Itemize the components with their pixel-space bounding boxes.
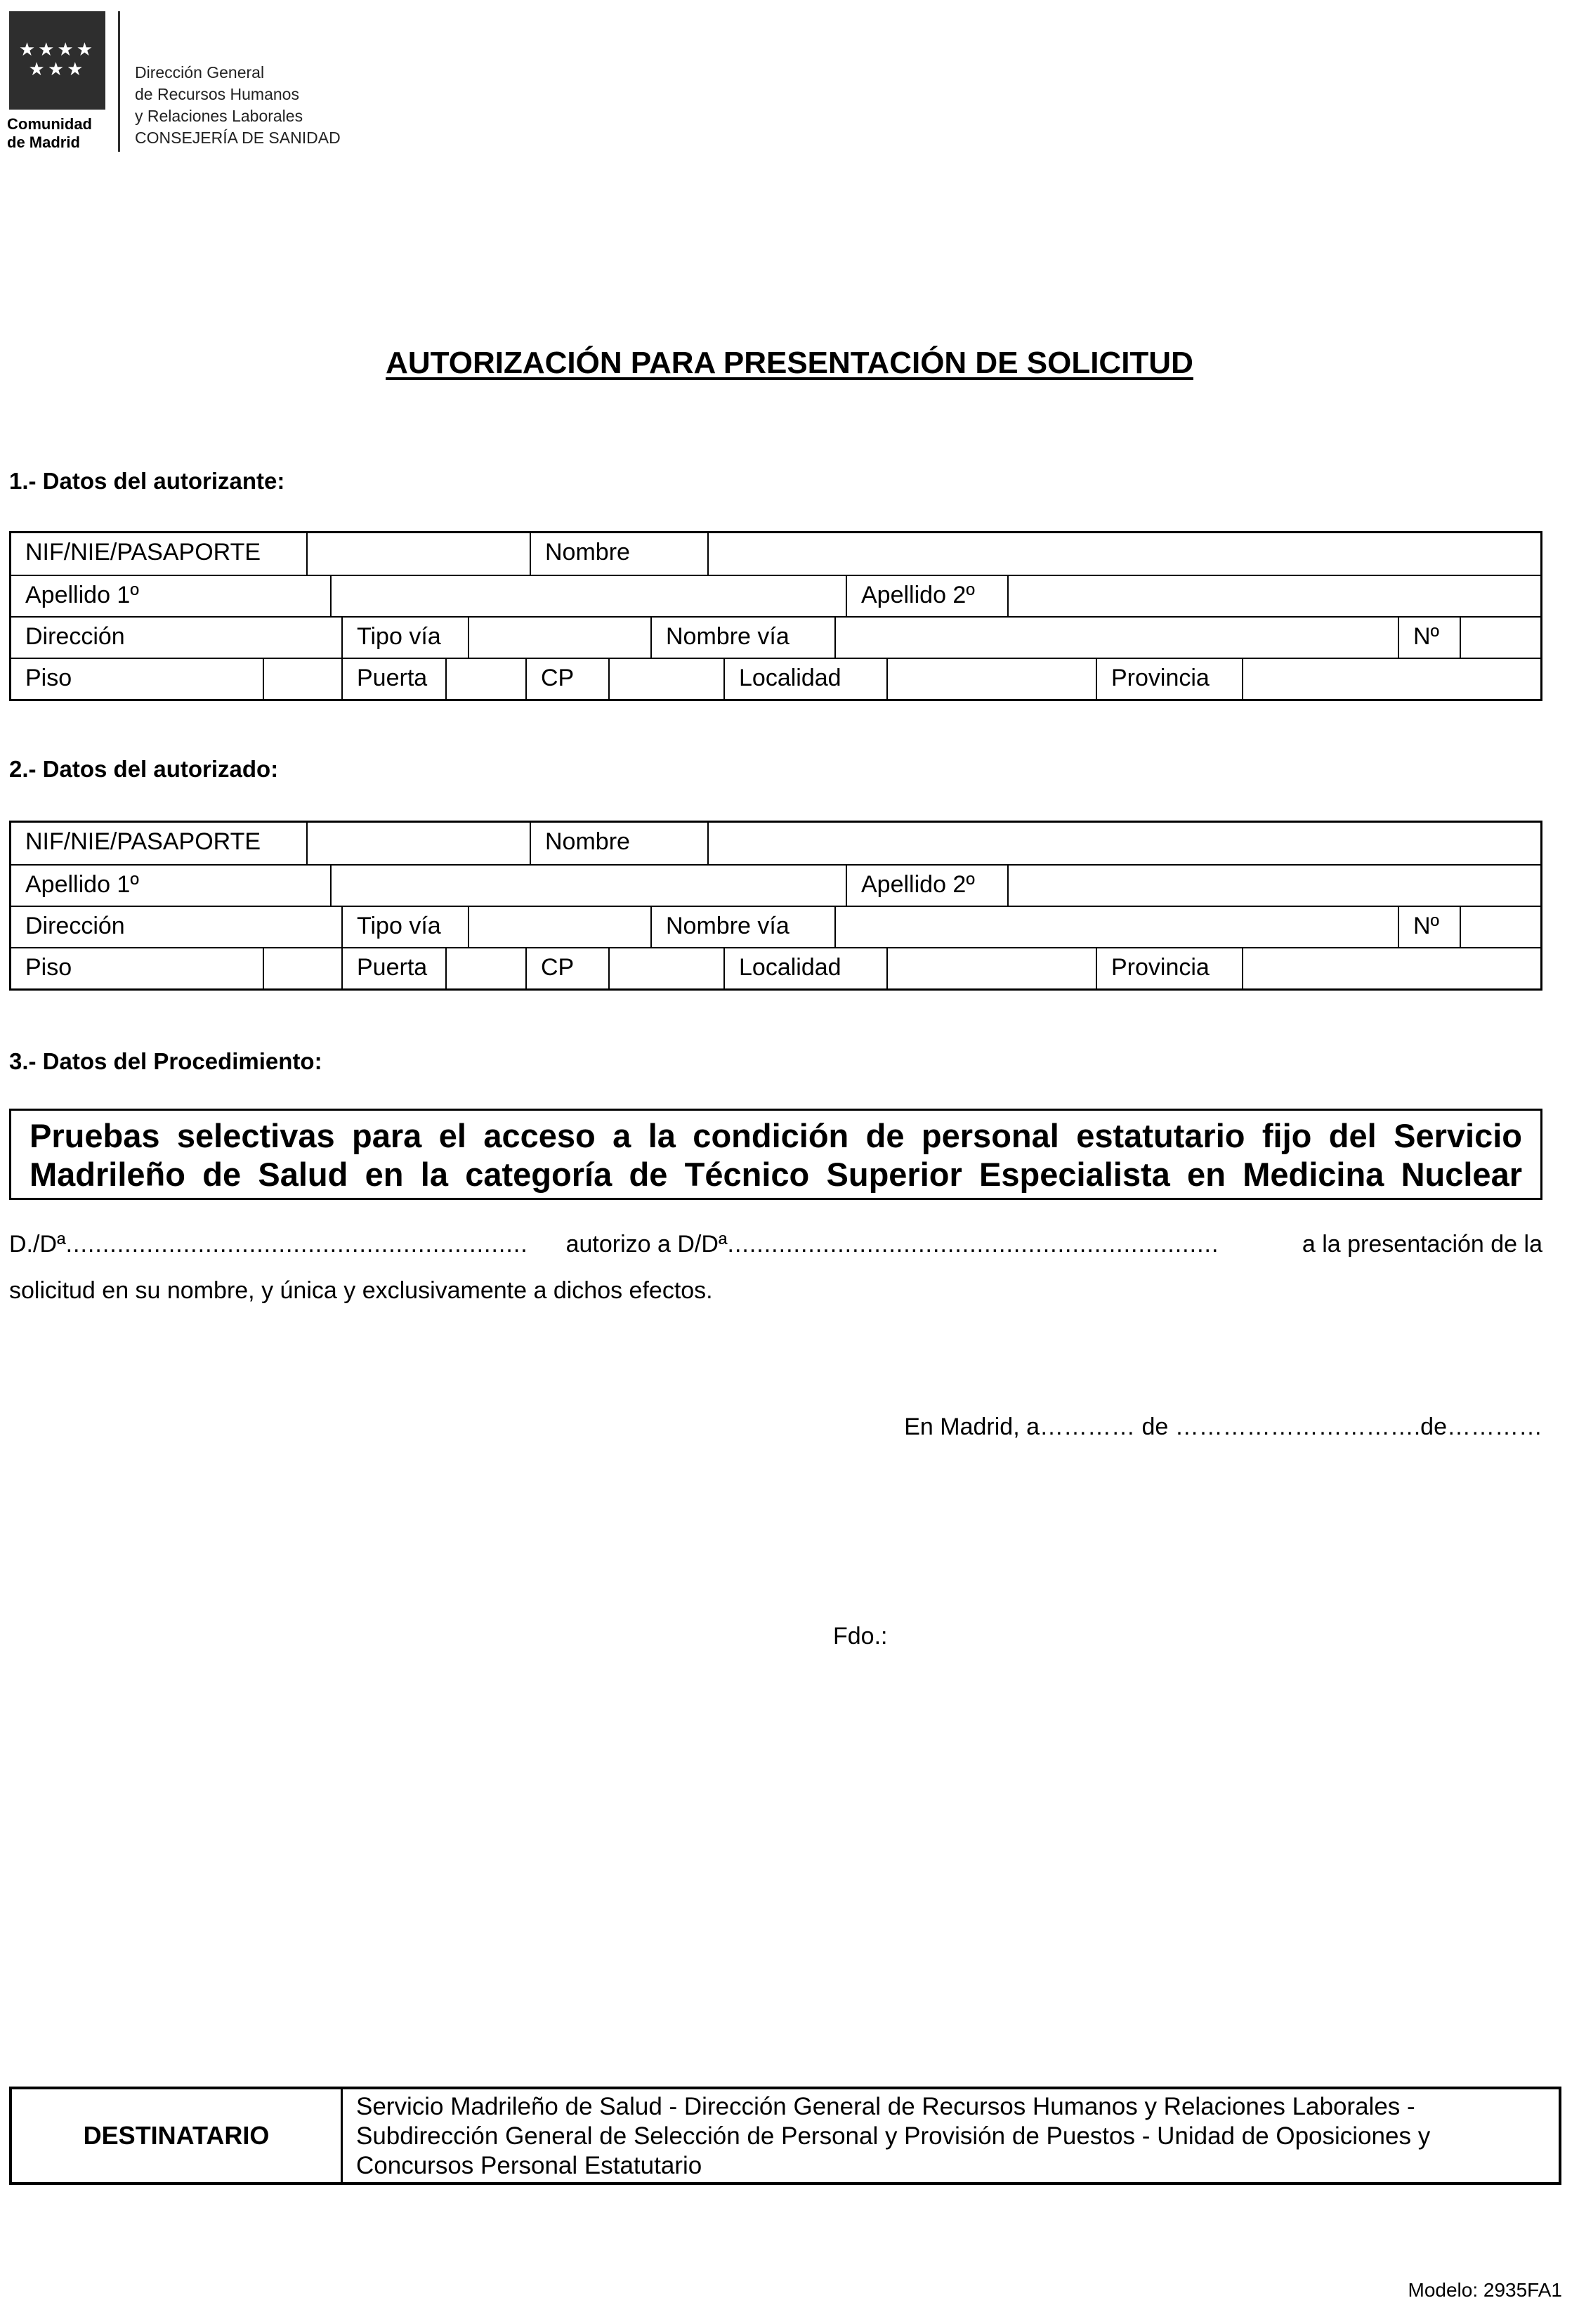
apellido1-label: Apellido 1º — [25, 582, 139, 608]
org-line-2: de Recursos Humanos — [135, 85, 299, 103]
org-line-1: Dirección General — [135, 63, 265, 81]
puerta-label: Puerta — [341, 948, 445, 988]
puerta-input[interactable] — [445, 948, 525, 988]
provincia-label: Provincia — [1096, 948, 1242, 988]
table-row — [11, 658, 1540, 699]
provincia-label: Provincia — [1096, 659, 1242, 699]
logo-divider — [118, 11, 120, 152]
place-date-field[interactable]: En Madrid, a………… de ………………………….de………… — [904, 1414, 1542, 1440]
table-row — [11, 906, 1540, 947]
apellido2-label: Apellido 2º — [846, 576, 1007, 616]
nif-input[interactable] — [306, 823, 530, 864]
nombre-input[interactable] — [707, 533, 1540, 575]
numero-input[interactable] — [1460, 907, 1540, 947]
authorizer-data-table — [9, 531, 1542, 701]
cp-input[interactable] — [608, 948, 723, 988]
piso-input[interactable] — [263, 659, 341, 699]
localidad-input[interactable] — [886, 659, 1096, 699]
section-1-heading: 1.- Datos del autorizante: — [9, 468, 285, 494]
logo-line-2: de Madrid — [7, 133, 80, 151]
document-title: AUTORIZACIÓN PARA PRESENTACIÓN DE SOLICITUD — [386, 346, 1193, 380]
nombre-via-input[interactable] — [834, 618, 1398, 658]
logo-caption — [7, 115, 92, 152]
section-2-heading: 2.- Datos del autorizado: — [9, 756, 279, 782]
recipient-text: Servicio Madrileño de Salud - Dirección General de Recursos Humanos y Relaciones Laborales - Subdirección General de Selección de Personal y Provisión de Puestos - Unidad de Oposiciones y Concursos Personal Estatutario — [356, 2093, 1431, 2179]
table-row — [11, 864, 1540, 906]
nif-label: NIF/NIE/PASAPORTE — [25, 539, 261, 566]
table-row — [11, 616, 1540, 658]
numero-input[interactable] — [1460, 618, 1540, 658]
numero-label: Nº — [1398, 907, 1460, 947]
org-line-4: CONSEJERÍA DE SANIDAD — [135, 129, 341, 147]
numero-label: Nº — [1398, 618, 1460, 658]
localidad-label: Localidad — [723, 948, 886, 988]
table-row — [11, 575, 1540, 616]
apellido1-input[interactable] — [330, 576, 846, 616]
provincia-input[interactable] — [1242, 659, 1540, 699]
localidad-label: Localidad — [723, 659, 886, 699]
apellido1-input[interactable] — [330, 866, 846, 906]
recipient-label: DESTINATARIO — [12, 2089, 343, 2182]
authorized-name-field[interactable]: ................................................................... — [727, 1231, 1219, 1258]
autorizo-label: autorizo a D/Dª — [565, 1231, 728, 1258]
apellido2-input[interactable] — [1007, 576, 1540, 616]
piso-input[interactable] — [263, 948, 341, 988]
localidad-input[interactable] — [886, 948, 1096, 988]
comunidad-madrid-logo — [9, 11, 105, 110]
piso-label: Piso — [25, 954, 72, 981]
d-label: D./Dª — [9, 1231, 66, 1258]
puerta-input[interactable] — [445, 659, 525, 699]
tipo-via-input[interactable] — [468, 618, 650, 658]
direccion-label: Dirección — [25, 623, 125, 650]
nif-input[interactable] — [306, 533, 530, 575]
authorization-tail: a la presentación de la — [1302, 1231, 1542, 1258]
cp-label: CP — [525, 659, 608, 699]
apellido2-input[interactable] — [1007, 866, 1540, 906]
authorization-line — [9, 1231, 1542, 1258]
authorized-data-table — [9, 821, 1542, 991]
procedure-line-1: Pruebas selectivas para el acceso a la condición de personal estatutario fijo del Servicio — [30, 1117, 1522, 1154]
nombre-label: Nombre — [530, 823, 707, 864]
authorizer-name-field[interactable]: ............................................................... — [65, 1231, 528, 1258]
table-row — [11, 823, 1540, 864]
provincia-input[interactable] — [1242, 948, 1540, 988]
recipient-box — [9, 2087, 1561, 2185]
apellido1-label: Apellido 1º — [25, 871, 139, 898]
table-row — [11, 947, 1540, 988]
tipo-via-label: Tipo vía — [341, 907, 468, 947]
nif-label: NIF/NIE/PASAPORTE — [25, 828, 261, 855]
stars-icon: ★★★★ ★★★ — [18, 39, 96, 79]
model-code: Modelo: 2935FA1 — [1408, 2279, 1562, 2301]
nombre-via-label: Nombre vía — [650, 618, 834, 658]
org-line-3: y Relaciones Laborales — [135, 107, 303, 125]
signature-label: Fdo.: — [833, 1623, 888, 1650]
cp-input[interactable] — [608, 659, 723, 699]
piso-label: Piso — [25, 665, 72, 691]
logo-line-1: Comunidad — [7, 115, 92, 133]
table-row — [11, 533, 1540, 575]
authorization-line-2: solicitud en su nombre, y única y exclusivamente a dichos efectos. — [9, 1277, 713, 1304]
tipo-via-input[interactable] — [468, 907, 650, 947]
direccion-label: Dirección — [25, 913, 125, 939]
apellido2-label: Apellido 2º — [846, 866, 1007, 906]
nombre-via-input[interactable] — [834, 907, 1398, 947]
nombre-via-label: Nombre vía — [650, 907, 834, 947]
puerta-label: Puerta — [341, 659, 445, 699]
nombre-input[interactable] — [707, 823, 1540, 864]
organization-name — [135, 62, 341, 149]
procedure-box — [9, 1109, 1542, 1200]
section-3-heading: 3.- Datos del Procedimiento: — [9, 1048, 322, 1074]
tipo-via-label: Tipo vía — [341, 618, 468, 658]
nombre-label: Nombre — [530, 533, 707, 575]
cp-label: CP — [525, 948, 608, 988]
procedure-line-2: Madrileño de Salud en la categoría de Técnico Superior Especialista en Medicina Nuclear — [30, 1156, 1522, 1193]
